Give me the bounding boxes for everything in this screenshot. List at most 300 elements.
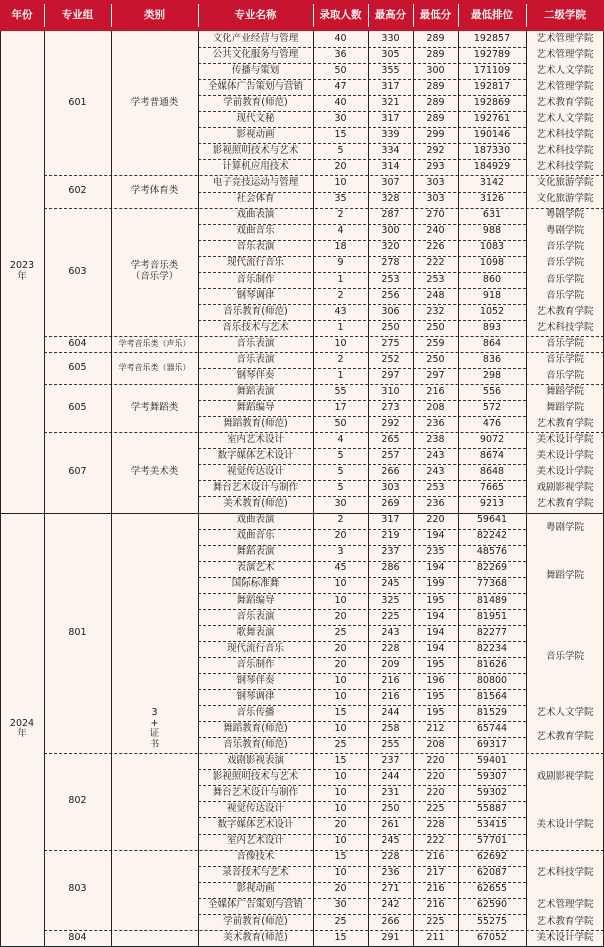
max-score: 286 <box>381 562 400 574</box>
min-score: 194 <box>426 626 445 638</box>
major-name: 音乐教育(师范) <box>223 305 288 317</box>
major-name: 戏曲表演 <box>236 514 275 526</box>
admit-count: 1 <box>337 369 344 381</box>
admit-count: 10 <box>334 867 347 879</box>
college-name: 美术设计学院 <box>536 931 594 943</box>
major-name: 戏曲表演 <box>236 209 275 221</box>
min-rank: 192817 <box>473 80 511 92</box>
max-score: 255 <box>381 738 400 750</box>
admit-count: 10 <box>334 177 347 189</box>
group-code: 602 <box>68 185 87 197</box>
min-score: 292 <box>426 145 445 157</box>
category: 学考音乐类（声乐） <box>118 338 191 348</box>
row-divider <box>198 416 526 417</box>
major-name: 国际标准舞 <box>231 578 280 590</box>
max-score: 310 <box>381 385 400 397</box>
row-divider <box>198 320 526 321</box>
college-name: 音乐学院 <box>545 273 584 285</box>
year-label: 2024 年 <box>9 717 35 740</box>
college-name: 粤剧学院 <box>545 522 584 534</box>
major-name: 戏曲音乐 <box>236 530 275 542</box>
admit-count: 1 <box>337 321 344 333</box>
max-score: 209 <box>381 658 400 670</box>
min-rank: 62087 <box>476 867 508 879</box>
max-score: 306 <box>381 305 400 317</box>
admit-count: 10 <box>334 787 347 799</box>
major-name: 音乐传播 <box>236 706 275 718</box>
min-score: 243 <box>426 466 445 478</box>
admit-count: 5 <box>337 482 344 494</box>
major-name: 录音技术与艺术 <box>222 867 289 879</box>
min-rank: 62692 <box>476 851 508 863</box>
min-rank: 81529 <box>476 706 508 718</box>
max-score: 291 <box>381 931 400 943</box>
admit-count: 25 <box>334 738 347 750</box>
min-score: 194 <box>426 562 445 574</box>
major-name: 音乐教育(师范) <box>223 738 288 750</box>
college-name: 艺术人文学院 <box>536 64 594 76</box>
min-score: 299 <box>426 129 445 141</box>
college-name: 戏剧影视学院 <box>536 771 594 783</box>
row-divider <box>198 898 526 899</box>
row-divider <box>198 272 526 273</box>
max-score: 305 <box>381 48 400 60</box>
max-score: 266 <box>381 466 400 478</box>
college-name: 音乐学院 <box>545 369 584 381</box>
college-name: 艺术管理学院 <box>536 899 594 911</box>
min-score: 220 <box>426 787 445 799</box>
row-divider <box>198 593 526 594</box>
header-4: 录取人数 <box>313 0 368 31</box>
max-score: 237 <box>381 755 400 767</box>
group-divider <box>44 432 604 433</box>
min-rank: 8674 <box>479 450 505 462</box>
major-name: 舞台艺术设计与制作 <box>212 482 299 494</box>
major-name: 钢琴调律 <box>236 690 275 702</box>
max-score: 269 <box>381 498 400 510</box>
min-score: 216 <box>426 899 445 911</box>
min-rank: 572 <box>482 401 502 413</box>
row-divider <box>198 689 526 690</box>
max-score: 317 <box>381 113 400 125</box>
min-rank: 8648 <box>479 466 505 478</box>
min-score: 222 <box>426 257 445 269</box>
admit-count: 50 <box>334 417 347 429</box>
max-score: 325 <box>381 594 400 606</box>
major-name: 传播与策划 <box>231 64 280 76</box>
column-border <box>111 31 112 946</box>
major-name: 音乐制作 <box>236 658 275 670</box>
max-score: 225 <box>381 610 400 622</box>
column-border <box>413 31 414 946</box>
header-separator <box>111 4 112 27</box>
max-score: 265 <box>381 434 400 446</box>
college-name: 艺术教育学院 <box>536 730 594 742</box>
max-score: 216 <box>381 690 400 702</box>
max-score: 237 <box>381 546 400 558</box>
category: 学考普通类 <box>130 97 179 108</box>
major-name: 戏剧影视表演 <box>226 755 284 767</box>
group-code: 607 <box>68 466 87 478</box>
min-score: 303 <box>426 177 445 189</box>
header-separator <box>313 4 314 27</box>
major-name: 影视照明技术与艺术 <box>212 771 299 783</box>
min-score: 238 <box>426 434 445 446</box>
row-divider <box>198 609 526 610</box>
max-score: 317 <box>381 514 400 526</box>
row-divider <box>198 834 526 835</box>
min-score: 220 <box>426 514 445 526</box>
admit-count: 5 <box>337 450 344 462</box>
min-score: 270 <box>426 209 445 221</box>
admit-count: 10 <box>334 578 347 590</box>
min-rank: 864 <box>482 337 502 349</box>
group-code: 605 <box>68 361 87 373</box>
major-name: 音乐技术与艺术 <box>222 321 289 333</box>
college-name: 粤剧学院 <box>545 225 584 237</box>
college-name: 美术设计学院 <box>536 819 594 831</box>
row-divider <box>198 545 526 546</box>
min-score: 220 <box>426 755 445 767</box>
min-rank: 81626 <box>476 658 508 670</box>
major-name: 影视动画 <box>236 883 275 895</box>
max-score: 303 <box>381 482 400 494</box>
category: 学考美术类 <box>130 466 179 478</box>
header-separator <box>44 4 45 27</box>
min-rank: 192789 <box>473 48 511 60</box>
min-rank: 9213 <box>479 498 505 510</box>
max-score: 321 <box>381 96 400 108</box>
college-name: 音乐学院 <box>545 241 584 253</box>
min-score: 243 <box>426 450 445 462</box>
major-name: 歌舞表演 <box>236 626 275 638</box>
column-border <box>368 31 369 946</box>
admit-count: 20 <box>334 161 347 173</box>
admit-count: 10 <box>334 722 347 734</box>
min-score: 289 <box>426 96 445 108</box>
min-rank: 82269 <box>476 562 508 574</box>
min-rank: 82234 <box>476 642 508 654</box>
max-score: 314 <box>381 161 400 173</box>
group-divider <box>44 384 604 385</box>
min-rank: 1098 <box>479 257 505 269</box>
college-name: 艺术人文学院 <box>536 113 594 125</box>
min-score: 253 <box>426 482 445 494</box>
row-divider <box>198 240 526 241</box>
group-divider <box>44 208 604 209</box>
max-score: 250 <box>381 321 400 333</box>
admit-count: 18 <box>334 241 347 253</box>
min-rank: 9072 <box>479 434 505 446</box>
admit-count: 36 <box>334 48 347 60</box>
row-divider <box>198 641 526 642</box>
major-name: 全媒体广告策划与营销 <box>207 899 303 911</box>
column-border <box>313 31 314 946</box>
admit-count: 10 <box>334 771 347 783</box>
admit-count: 43 <box>334 305 347 317</box>
row-divider <box>198 817 526 818</box>
min-score: 225 <box>426 915 445 927</box>
major-name: 钢琴伴奏 <box>236 674 275 686</box>
min-rank: 187330 <box>473 145 511 157</box>
admit-count: 10 <box>334 674 347 686</box>
admit-count: 30 <box>334 899 347 911</box>
major-name: 社会体育 <box>236 193 275 205</box>
major-name: 戏曲音乐 <box>236 225 275 237</box>
min-rank: 55275 <box>476 915 508 927</box>
row-divider <box>198 866 526 867</box>
min-score: 235 <box>426 546 445 558</box>
admit-count: 20 <box>334 642 347 654</box>
min-rank: 69317 <box>476 738 508 750</box>
year-label: 2023 年 <box>9 260 35 282</box>
row-divider <box>198 111 526 112</box>
major-name: 舞台艺术设计与制作 <box>212 787 299 799</box>
min-rank: 7665 <box>479 482 505 494</box>
major-name: 舞蹈教育(师范) <box>223 722 288 734</box>
row-divider <box>198 625 526 626</box>
min-score: 289 <box>426 32 445 44</box>
min-score: 208 <box>426 738 445 750</box>
min-score: 228 <box>426 819 445 831</box>
min-rank: 836 <box>482 353 502 365</box>
max-score: 355 <box>381 64 400 76</box>
min-rank: 82277 <box>476 626 508 638</box>
min-score: 240 <box>426 225 445 237</box>
min-score: 289 <box>426 48 445 60</box>
category: 3 + 证 书 <box>149 707 160 750</box>
header-separator <box>413 4 414 27</box>
group-code: 804 <box>68 931 87 943</box>
admit-count: 10 <box>334 594 347 606</box>
max-score: 258 <box>381 722 400 734</box>
major-name: 表演艺术 <box>236 562 275 574</box>
max-score: 228 <box>381 851 400 863</box>
max-score: 330 <box>381 32 400 44</box>
group-code: 604 <box>68 337 87 349</box>
row-divider <box>198 224 526 225</box>
min-score: 195 <box>426 658 445 670</box>
min-rank: 476 <box>482 417 502 429</box>
admit-count: 45 <box>334 562 347 574</box>
min-rank: 59302 <box>476 787 508 799</box>
min-score: 289 <box>426 113 445 125</box>
min-rank: 53415 <box>476 819 508 831</box>
row-divider <box>198 127 526 128</box>
min-rank: 62655 <box>476 883 508 895</box>
college-name: 戏剧影视学院 <box>536 482 594 494</box>
college-name: 艺术教育学院 <box>536 498 594 510</box>
group-divider <box>44 352 604 353</box>
admit-count: 15 <box>334 706 347 718</box>
min-rank: 81564 <box>476 690 508 702</box>
max-score: 245 <box>381 835 400 847</box>
min-score: 196 <box>426 674 445 686</box>
major-name: 室内艺术设计 <box>226 835 284 847</box>
row-divider <box>198 737 526 738</box>
college-name: 美术设计学院 <box>536 466 594 478</box>
column-border <box>458 31 459 946</box>
major-name: 音像技术 <box>236 851 275 863</box>
min-rank: 192869 <box>473 96 511 108</box>
admit-count: 25 <box>334 626 347 638</box>
college-name: 音乐学院 <box>545 257 584 269</box>
category: 学考音乐类 （音乐学） <box>130 260 179 282</box>
college-name: 艺术科技学院 <box>536 145 594 157</box>
min-score: 208 <box>426 401 445 413</box>
min-rank: 1052 <box>479 305 505 317</box>
row-divider <box>198 721 526 722</box>
major-name: 全媒体广告策划与营销 <box>207 80 303 92</box>
admit-count: 40 <box>334 96 347 108</box>
min-rank: 3126 <box>479 193 505 205</box>
min-score: 211 <box>426 931 445 943</box>
header-7: 最低排位 <box>458 0 526 31</box>
table-left-border <box>0 31 1 946</box>
admit-count: 3 <box>337 546 344 558</box>
min-score: 303 <box>426 193 445 205</box>
max-score: 236 <box>381 867 400 879</box>
college-name: 艺术科技学院 <box>536 161 594 173</box>
min-rank: 860 <box>482 273 502 285</box>
min-score: 225 <box>426 803 445 815</box>
category: 学考音乐类（器乐） <box>118 362 191 372</box>
max-score: 228 <box>381 642 400 654</box>
max-score: 256 <box>381 289 400 301</box>
major-name: 现代流行音乐 <box>226 642 284 654</box>
header-3: 专业名称 <box>198 0 313 31</box>
college-name: 艺术教育学院 <box>536 96 594 108</box>
row-divider <box>198 79 526 80</box>
row-divider <box>198 368 526 369</box>
admit-count: 55 <box>334 385 347 397</box>
min-rank: 184929 <box>473 161 511 173</box>
row-divider <box>198 63 526 64</box>
major-name: 音乐表演 <box>236 337 275 349</box>
row-divider <box>198 480 526 481</box>
college-name: 舞蹈学院 <box>545 385 584 397</box>
row-divider <box>198 561 526 562</box>
max-score: 320 <box>381 241 400 253</box>
max-score: 253 <box>381 273 400 285</box>
max-score: 278 <box>381 257 400 269</box>
admit-count: 2 <box>337 209 344 221</box>
min-score: 216 <box>426 385 445 397</box>
admit-count: 9 <box>337 257 344 269</box>
row-divider <box>198 529 526 530</box>
admit-count: 2 <box>337 289 344 301</box>
min-score: 216 <box>426 851 445 863</box>
min-rank: 80800 <box>476 674 508 686</box>
college-name: 美术设计学院 <box>536 434 594 446</box>
max-score: 250 <box>381 803 400 815</box>
min-score: 236 <box>426 498 445 510</box>
major-name: 音乐表演 <box>236 610 275 622</box>
group-code: 801 <box>68 626 87 638</box>
min-rank: 81489 <box>476 594 508 606</box>
college-name: 艺术管理学院 <box>536 48 594 60</box>
min-rank: 192857 <box>473 32 511 44</box>
min-rank: 631 <box>482 209 502 221</box>
min-rank: 556 <box>482 385 502 397</box>
major-name: 舞蹈表演 <box>236 385 275 397</box>
college-name: 艺术教育学院 <box>536 915 594 927</box>
row-divider <box>198 159 526 160</box>
category: 学考体育类 <box>130 185 179 197</box>
min-score: 195 <box>426 690 445 702</box>
max-score: 244 <box>381 706 400 718</box>
max-score: 307 <box>381 177 400 189</box>
row-divider <box>198 657 526 658</box>
min-rank: 67052 <box>476 931 508 943</box>
header-8: 二级学院 <box>526 0 604 31</box>
min-score: 220 <box>426 771 445 783</box>
row-divider <box>198 769 526 770</box>
group-divider <box>44 175 604 176</box>
row-divider <box>198 448 526 449</box>
max-score: 243 <box>381 626 400 638</box>
header-0: 年份 <box>0 0 44 31</box>
major-name: 室内艺术设计 <box>226 434 284 446</box>
min-rank: 48576 <box>476 546 508 558</box>
min-score: 259 <box>426 337 445 349</box>
major-name: 舞蹈编导 <box>236 594 275 606</box>
group-divider <box>44 336 604 337</box>
college-name: 舞蹈学院 <box>545 570 584 582</box>
min-score: 194 <box>426 530 445 542</box>
min-rank: 62590 <box>476 899 508 911</box>
row-divider <box>198 288 526 289</box>
min-score: 217 <box>426 867 445 879</box>
admit-count: 40 <box>334 32 347 44</box>
college-name: 文化旅游学院 <box>536 177 594 189</box>
section-divider <box>0 513 604 514</box>
column-border <box>198 31 199 946</box>
row-divider <box>198 785 526 786</box>
header-separator <box>526 4 527 27</box>
group-code: 603 <box>68 265 87 277</box>
admit-count: 20 <box>334 883 347 895</box>
admit-count: 2 <box>337 353 344 365</box>
min-rank: 918 <box>482 289 502 301</box>
admit-count: 4 <box>337 434 344 446</box>
min-rank: 1083 <box>479 241 505 253</box>
max-score: 271 <box>381 883 400 895</box>
max-score: 245 <box>381 578 400 590</box>
max-score: 219 <box>381 530 400 542</box>
admit-count: 2 <box>337 514 344 526</box>
college-name: 音乐学院 <box>545 353 584 365</box>
major-name: 现代流行音乐 <box>226 257 284 269</box>
max-score: 297 <box>381 369 400 381</box>
major-name: 视觉传达设计 <box>226 803 284 815</box>
row-divider <box>198 464 526 465</box>
major-name: 数字媒体艺术设计 <box>217 450 294 462</box>
major-name: 音乐表演 <box>236 353 275 365</box>
admit-count: 17 <box>334 401 347 413</box>
max-score: 231 <box>381 787 400 799</box>
min-score: 297 <box>426 369 445 381</box>
header-5: 最高分 <box>368 0 413 31</box>
max-score: 242 <box>381 899 400 911</box>
college-name: 艺术人文学院 <box>536 706 594 718</box>
admit-count: 10 <box>334 337 347 349</box>
college-name: 艺术教育学院 <box>536 305 594 317</box>
admit-count: 4 <box>337 225 344 237</box>
major-name: 钢琴调律 <box>236 289 275 301</box>
column-border <box>526 31 527 946</box>
max-score: 287 <box>381 209 400 221</box>
